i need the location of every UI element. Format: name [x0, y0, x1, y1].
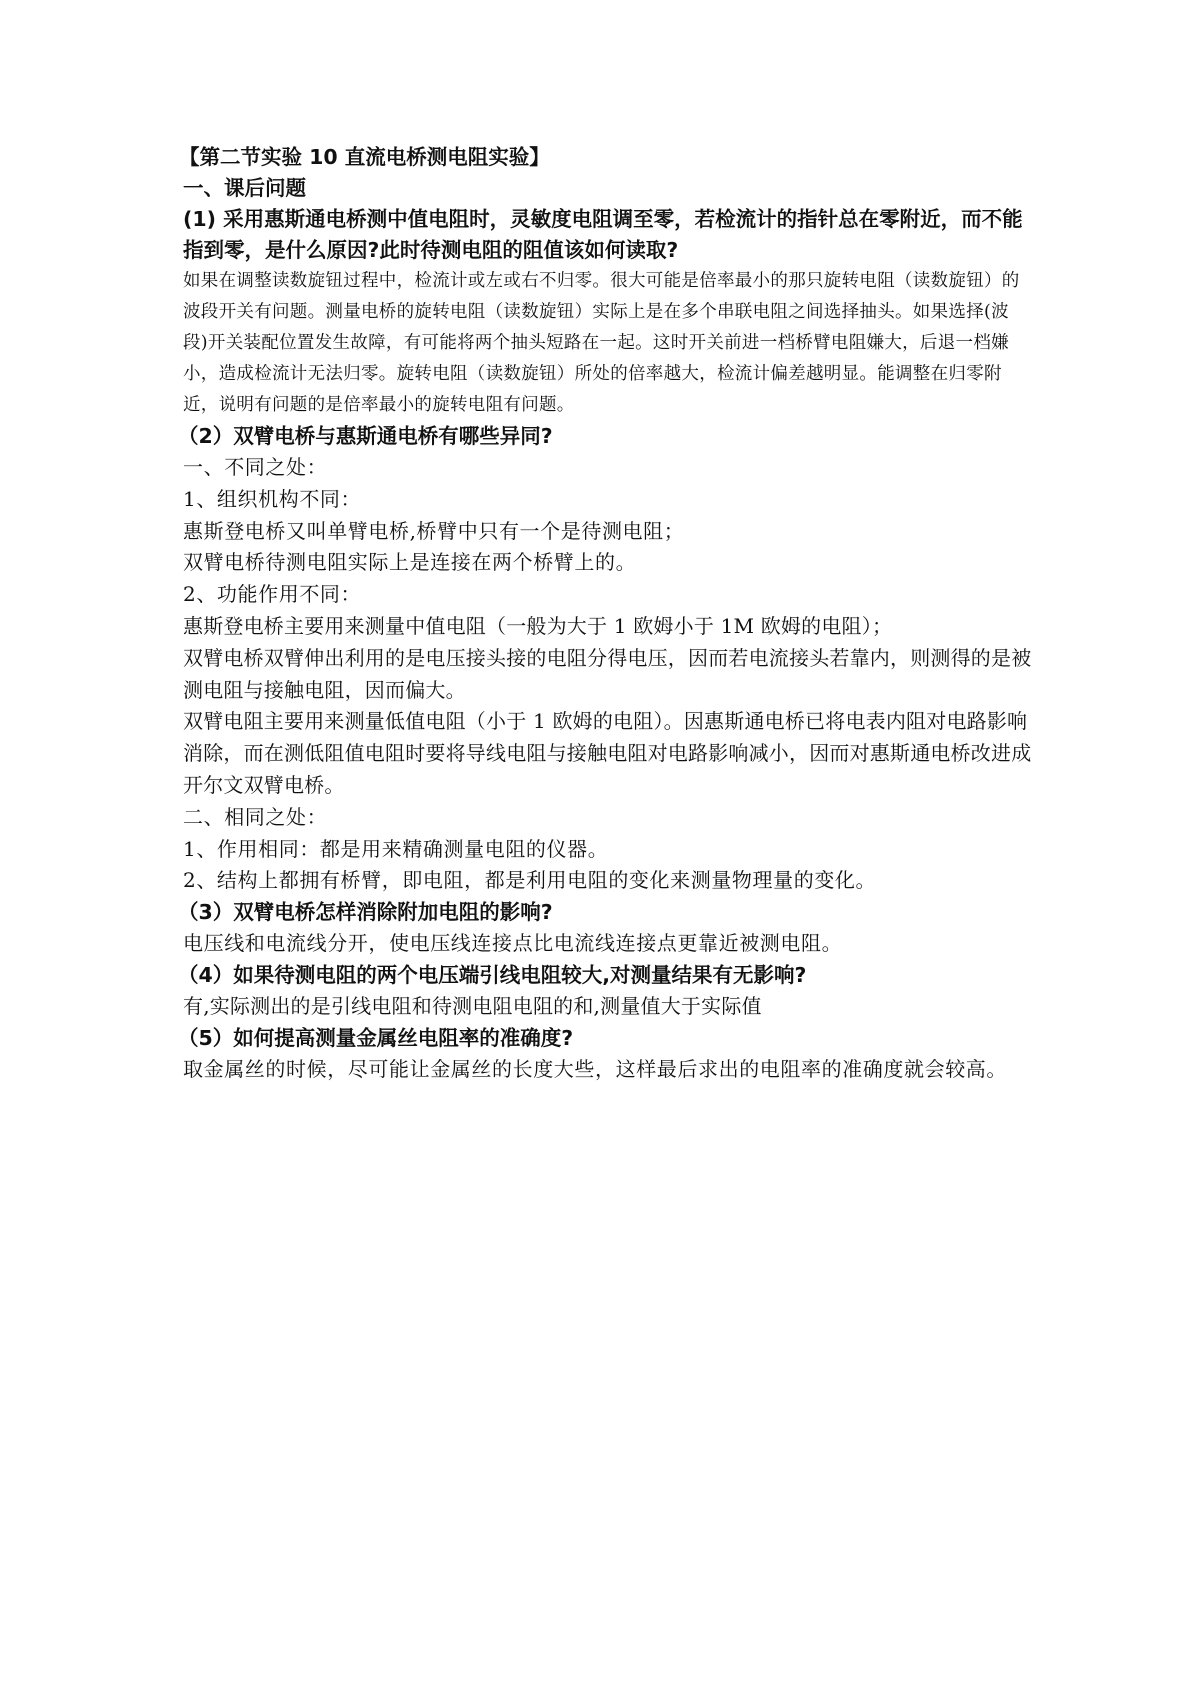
answer-2-line: 1、作用相同：都是用来精确测量电阻的仪器。 — [183, 836, 609, 861]
answer-2-line: 1、组织机构不同： — [183, 486, 362, 511]
answer-1: 如果在调整读数旋钮过程中，检流计或左或右不归零。很大可能是倍率最小的那只旋转电阻（读数旋钮）的波段开关有问题。测量电桥的旋转电阻（读数旋钮）实际上是在多个串联电阻之间选择抽头。如果选择(波段)开关装配位置发生故障，有可能将两个抽头短路在一起。这时开关前进一档桥臂电阻嫌大，后退一档嫌小，造成检流计无法归零。旋转电阻（读数旋钮）所处的倍率越大，检流计偏差越明显。能调整在归零附近，说明有问题的是倍率最小的旋转电阻有问题。 — [183, 271, 1020, 415]
document-page — [178, 142, 1033, 1086]
answer-2-line: 一、不同之处： — [183, 455, 328, 479]
answer-2-line: 2、功能作用不同： — [183, 582, 362, 607]
answer-2-line: 双臂电桥双臂伸出利用的是电压接头接的电阻分得电压，因而若电流接头若靠内，则测得的是被测电阻与接触电阻，因而偏大。 — [183, 645, 1032, 702]
answer-2-line: 双臂电阻主要用来测量低值电阻（小于 1 欧姆的电阻）。因惠斯通电桥已将电表内阻对电路影响消除，而在测低阻值电阻时要将导线电阻与接触电阻对电路影响减小，因而对惠斯通电桥改进成开尔文双臂电桥。 — [183, 709, 1032, 797]
answer-4: 有,实际测出的是引线电阻和待测电阻电阻的和,测量值大于实际值 — [183, 993, 762, 1018]
question-1: (1) 采用惠斯通电桥测中值电阻时，灵敏度电阻调至零，若检流计的指针总在零附近，而不能指到零，是什么原因?此时待测电阻的阻值该如何读取? — [183, 207, 1023, 262]
answer-2-line: 惠斯登电桥主要用来测量中值电阻（一般为大于 1 欧姆小于 1M 欧姆的电阻）； — [183, 613, 893, 638]
answer-5: 取金属丝的时候，尽可能让金属丝的长度大些，这样最后求出的电阻率的准确度就会较高。 — [183, 1056, 1007, 1081]
question-5: （5）如何提高测量金属丝电阻率的准确度? — [178, 1025, 574, 1050]
section-heading: 一、课后问题 — [183, 176, 306, 200]
answer-2-line: 二、相同之处： — [183, 804, 328, 829]
question-3: （3）双臂电桥怎样消除附加电阻的影响? — [178, 900, 553, 925]
answer-3: 电压线和电流线分开，使电压线连接点比电流线连接点更靠近被测电阻。 — [183, 931, 843, 956]
answer-2-line: 惠斯登电桥又叫单臂电桥,桥臂中只有一个是待测电阻； — [183, 518, 685, 543]
answer-2-line: 2、结构上都拥有桥臂，即电阻，都是利用电阻的变化来测量物理量的变化。 — [183, 868, 877, 893]
question-2: （2）双臂电桥与惠斯通电桥有哪些异同? — [178, 424, 553, 448]
document-title: 【第二节实验 10 直流电桥测电阻实验】 — [179, 145, 550, 169]
question-4: （4）如果待测电阻的两个电压端引线电阻较大,对测量结果有无影响? — [178, 962, 807, 987]
answer-2-line: 双臂电桥待测电阻实际上是连接在两个桥臂上的。 — [183, 550, 637, 575]
